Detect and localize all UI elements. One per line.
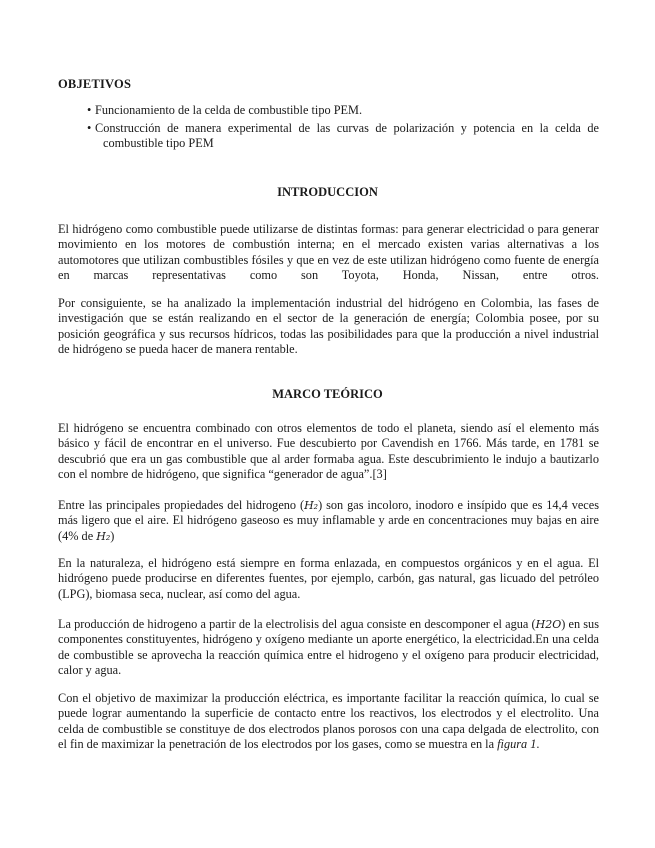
marco-paragraph-3: En la naturaleza, el hidrógeno está siempre en forma enlazada, en compuestos orgánicos y en el agua. El hidrógeno puede producirse en diferentes fuentes, por ejemplo, carbón, gas natural, gas licuado del petróleo (LPG), biomasa seca, nuclear, así como del agua. [58,556,599,601]
h2o-formula: H2O [535,618,562,631]
marco-paragraph-5: Con el objetivo de maximizar la producción eléctrica, es importante facilitar la reacción química, lo cual se puede lograr aumentando la superficie de contacto entre los reactivos, los electrodos y el electrolito. Una celda de combustible se constituye de dos electrodos planos porosos con una capa delgada de electrolito, con el fin de maximizar la penetración de los electrodos por los gases, como se muestra en la figura 1. [58,691,599,752]
bullet-icon: • [87,103,92,117]
bullet-icon: • [87,120,92,135]
introduccion-paragraph-1: El hidrógeno como combustible puede utilizarse de distintas formas: para generar electricidad o para generar movimiento en los motores de combustión interna; en el mercado existen varias alternativas a los automotores que utilizan combustibles fósiles y que en vez de este utilizan hidrógeno como fuente de energía en marcas representativas como son Toyota, Honda, Nissan, entre otros. [58,222,599,283]
marco-paragraph-1: El hidrógeno se encuentra combinado con otros elementos de todo el planeta, siendo así el elemento más básico y fácil de encontrar en el universo. Fue descubierto por Cavendish en 1766. Más tarde, en 1781 se descubrió que era un gas combustible que al arder formaba agua. Este descubrimiento le indujo a bautizarlo con el nombre de hidrógeno, que significa “generador de agua”.[3] [58,421,599,482]
marco-paragraph-4: La producción de hidrogeno a partir de la electrolisis del agua consiste en descomponer el agua (H2O) en sus componentes constituyentes, hidrógeno y oxígeno mediante un aporte energético, la electricidad.En una celda de combustible se aprovecha la reacción química entre el hidrogeno y el oxígeno para producir electricidad, calor y agua. [58,617,599,678]
h2-formula: H₂ [96,529,111,543]
introduccion-paragraph-2: Por consiguiente, se ha analizado la implementación industrial del hidrógeno en Colombia, las fases de investigación que se están realizando en el sector de la generación de energía; Colombia posee, por su posición geográfica y sus recursos hídricos, todas las posibilidades para que la producción a nivel industrial de hidrógeno se pueda hacer de manera rentable. [58,296,599,357]
list-item-text: Funcionamiento de la celda de combustible tipo PEM. [95,103,363,117]
h2-formula: H₂ [304,499,319,512]
objetivos-heading: OBJETIVOS [58,77,132,91]
list-item [58,121,599,152]
marco-teorico-heading: MARCO TEÓRICO [272,387,383,401]
marco-paragraph-2: Entre las principales propiedades del hidrogeno (H₂) son gas incoloro, inodoro e insípido que es 14,4 veces más ligero que el aire. El hidrógeno gaseoso es muy inflamable y arde en concentraciones muy bajas en aire (4% de H₂) [58,498,599,543]
introduccion-heading: INTRODUCCION [277,185,378,199]
objetivos-list [58,103,599,154]
list-item [58,103,599,119]
list-item-text: Construcción de manera experimental de las curvas de polarización y potencia en la celda de combustible tipo PEM [95,120,599,150]
figure-reference: figura 1 [497,737,537,752]
